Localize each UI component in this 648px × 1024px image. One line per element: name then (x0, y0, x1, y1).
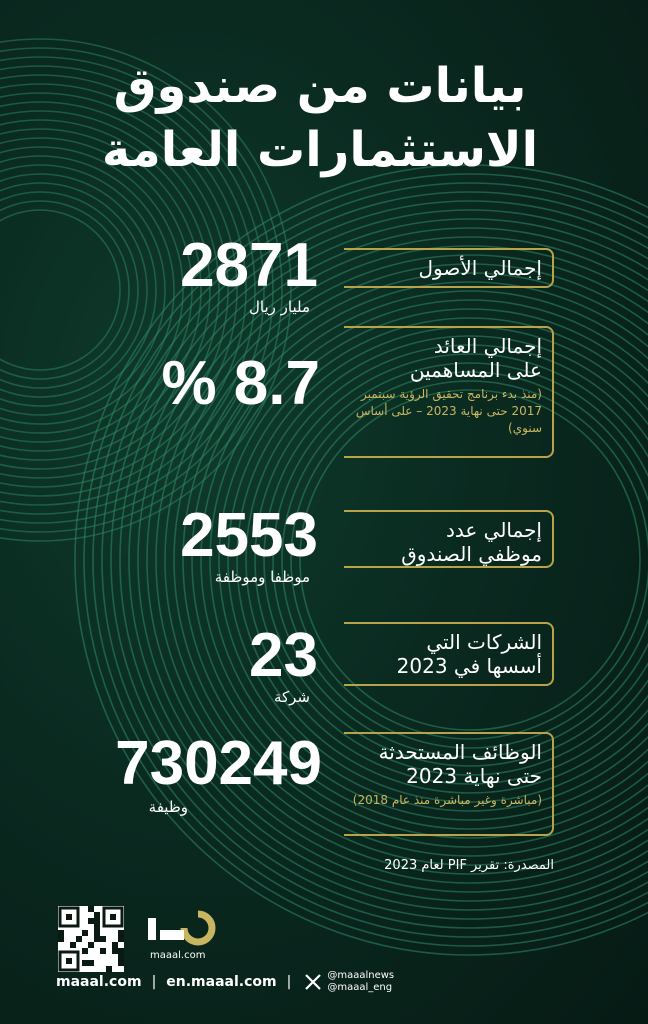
stat-label-jobs-1: الوظائف المستحدثة (378, 740, 542, 764)
title-line-2: الاستثمارات العامة (101, 122, 539, 178)
stat-unit-companies: شركة (273, 688, 310, 706)
stat-label-companies-1: الشركات التي (426, 630, 542, 654)
maaal-logo-icon (140, 908, 220, 952)
maaal-logo (140, 908, 220, 961)
stat-value-return: % 8.7 (161, 349, 320, 418)
stat-note-jobs: (مباشرة وغير مباشرة منذ عام 2018) (352, 793, 542, 807)
title-line-1: بيانات من صندوق (113, 58, 527, 114)
stat-label-jobs-2: حتى نهاية 2023 (406, 764, 542, 788)
stat-label-return-2: على المساهمين (409, 358, 542, 382)
stat-label-box-companies (344, 622, 554, 686)
stat-unit-assets: مليار ريال (249, 298, 310, 316)
stat-label-box-return (344, 326, 554, 458)
qr-code-icon (58, 906, 124, 972)
site-en-link[interactable]: en.maaal.com (166, 974, 277, 990)
x-logo-icon (305, 974, 321, 990)
stat-unit-jobs: وظيفة (148, 798, 188, 816)
stat-label-box-employees (344, 510, 554, 568)
stat-value-employees: 2553 (180, 501, 318, 570)
footer (56, 970, 394, 994)
stat-value-jobs: 730249 (115, 729, 322, 798)
stat-label-employees-1: إجمالي عدد (445, 518, 542, 542)
stat-label-box-assets (344, 248, 554, 288)
footer-separator-2: | (286, 974, 292, 990)
footer-separator: | (151, 974, 157, 990)
logo-subtext: maaal.com (150, 950, 206, 961)
stat-unit-employees: موظفا وموظفة (214, 568, 310, 586)
stat-note-return: (منذ بدء برنامج تحقيق الرؤية سبتمبر 2017 حتى نهاية 2023 – على أساس سنوي) (355, 387, 542, 435)
stat-label-return-1: إجمالي العائد (433, 334, 542, 358)
stat-value-companies: 23 (249, 621, 318, 690)
source-note: المصدرة: تقرير PIF لعام 2023 (384, 858, 554, 873)
stat-value-assets: 2871 (180, 231, 318, 300)
site-link[interactable]: maaal.com (56, 974, 142, 990)
stat-label-assets: إجمالي الأصول (418, 256, 542, 280)
social-handles[interactable] (305, 970, 394, 994)
stat-label-box-jobs (344, 732, 554, 836)
stat-label-companies-2: أسسها في 2023 (396, 654, 542, 678)
stat-label-employees-2: موظفي الصندوق (401, 542, 542, 566)
handle-news: @maaalnews (327, 970, 395, 981)
handle-eng: @maaal_eng (327, 982, 393, 993)
